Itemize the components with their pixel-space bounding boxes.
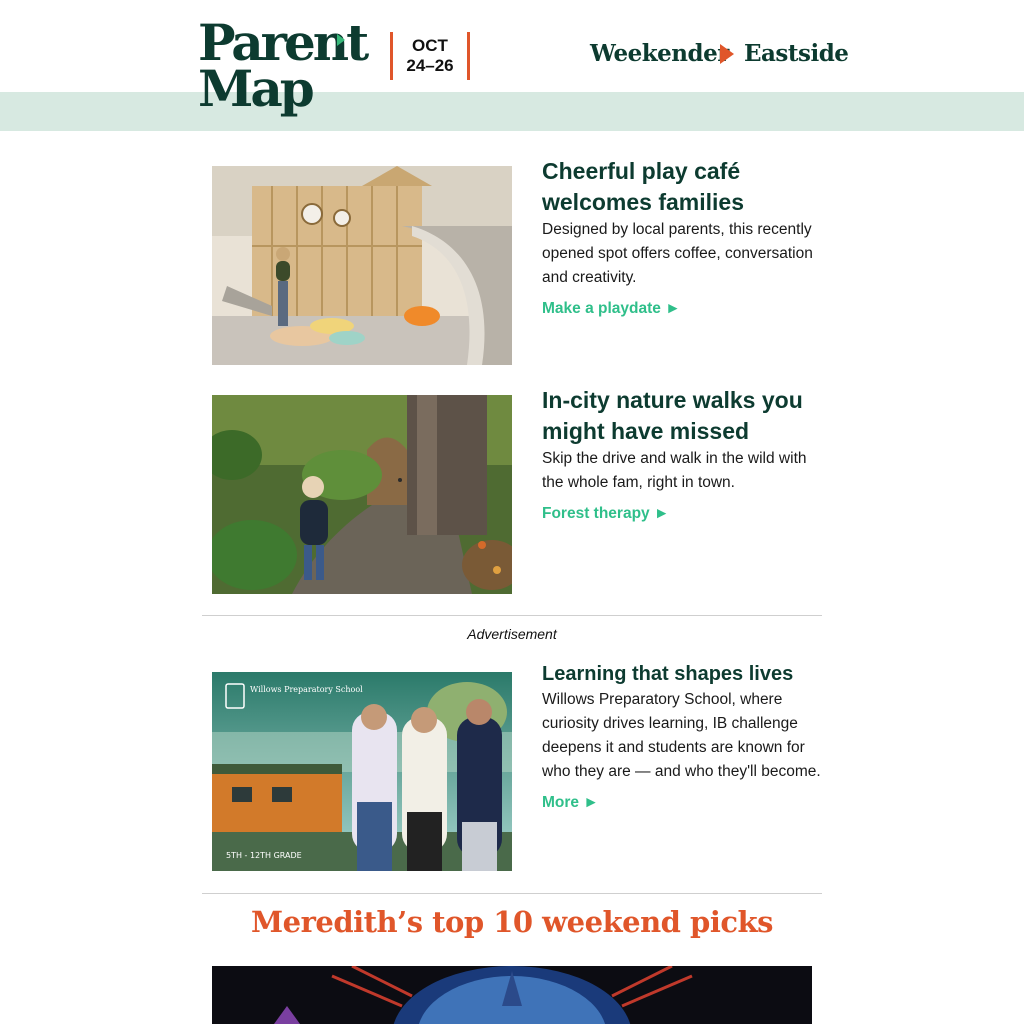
willows-ad-image[interactable] bbox=[212, 672, 512, 871]
ad-more-link[interactable]: More ► bbox=[542, 794, 599, 811]
logo-word-parent: Parent bbox=[198, 13, 367, 72]
article-title[interactable]: Cheerful play café welcomes families bbox=[542, 158, 744, 215]
header-band bbox=[0, 92, 1024, 131]
advertisement-label: Advertisement bbox=[467, 626, 557, 642]
article-title[interactable]: In-city nature walks you might have missed bbox=[542, 387, 803, 444]
issue-date bbox=[390, 32, 470, 80]
edition-title bbox=[590, 38, 849, 70]
picks-heading: Meredith’s top 10 weekend picks bbox=[251, 905, 773, 939]
ad-body bbox=[542, 660, 824, 812]
edition-name: Weekender bbox=[590, 40, 729, 67]
article-description: Skip the drive and walk in the wild with the whole fam, right in town. bbox=[542, 450, 807, 491]
play-cafe-image[interactable] bbox=[212, 166, 512, 365]
issue-days: 24–26 bbox=[406, 56, 454, 75]
forest-therapy-link[interactable]: Forest therapy ► bbox=[542, 505, 670, 522]
make-playdate-link[interactable]: Make a playdate ► bbox=[542, 300, 681, 317]
parentmap-logo[interactable] bbox=[198, 13, 368, 123]
divider bbox=[202, 615, 822, 616]
article-description: Designed by local parents, this recently opened spot offers coffee, conversation and creativity. bbox=[542, 221, 813, 286]
ad-image-school-name: Willows Preparatory School bbox=[250, 685, 363, 694]
issue-month: OCT bbox=[412, 36, 448, 55]
edition-region: Eastside bbox=[744, 40, 849, 67]
nature-walk-image[interactable] bbox=[212, 395, 512, 594]
picks-hero-image[interactable] bbox=[212, 966, 812, 1024]
ad-description: Willows Preparatory School, where curiosity drives learning, IB challenge deepens it and students are known for who they are — and who they'll become. bbox=[542, 691, 821, 780]
ad-image-grades: 5TH - 12TH GRADE bbox=[226, 851, 302, 860]
divider bbox=[202, 893, 822, 894]
article-body bbox=[542, 156, 824, 318]
ad-title[interactable]: Learning that shapes lives bbox=[542, 663, 794, 685]
edition-arrow-icon bbox=[720, 44, 734, 64]
logo-word-map: Map bbox=[198, 59, 312, 118]
logo-play-icon bbox=[337, 34, 345, 46]
article-body bbox=[542, 385, 824, 523]
